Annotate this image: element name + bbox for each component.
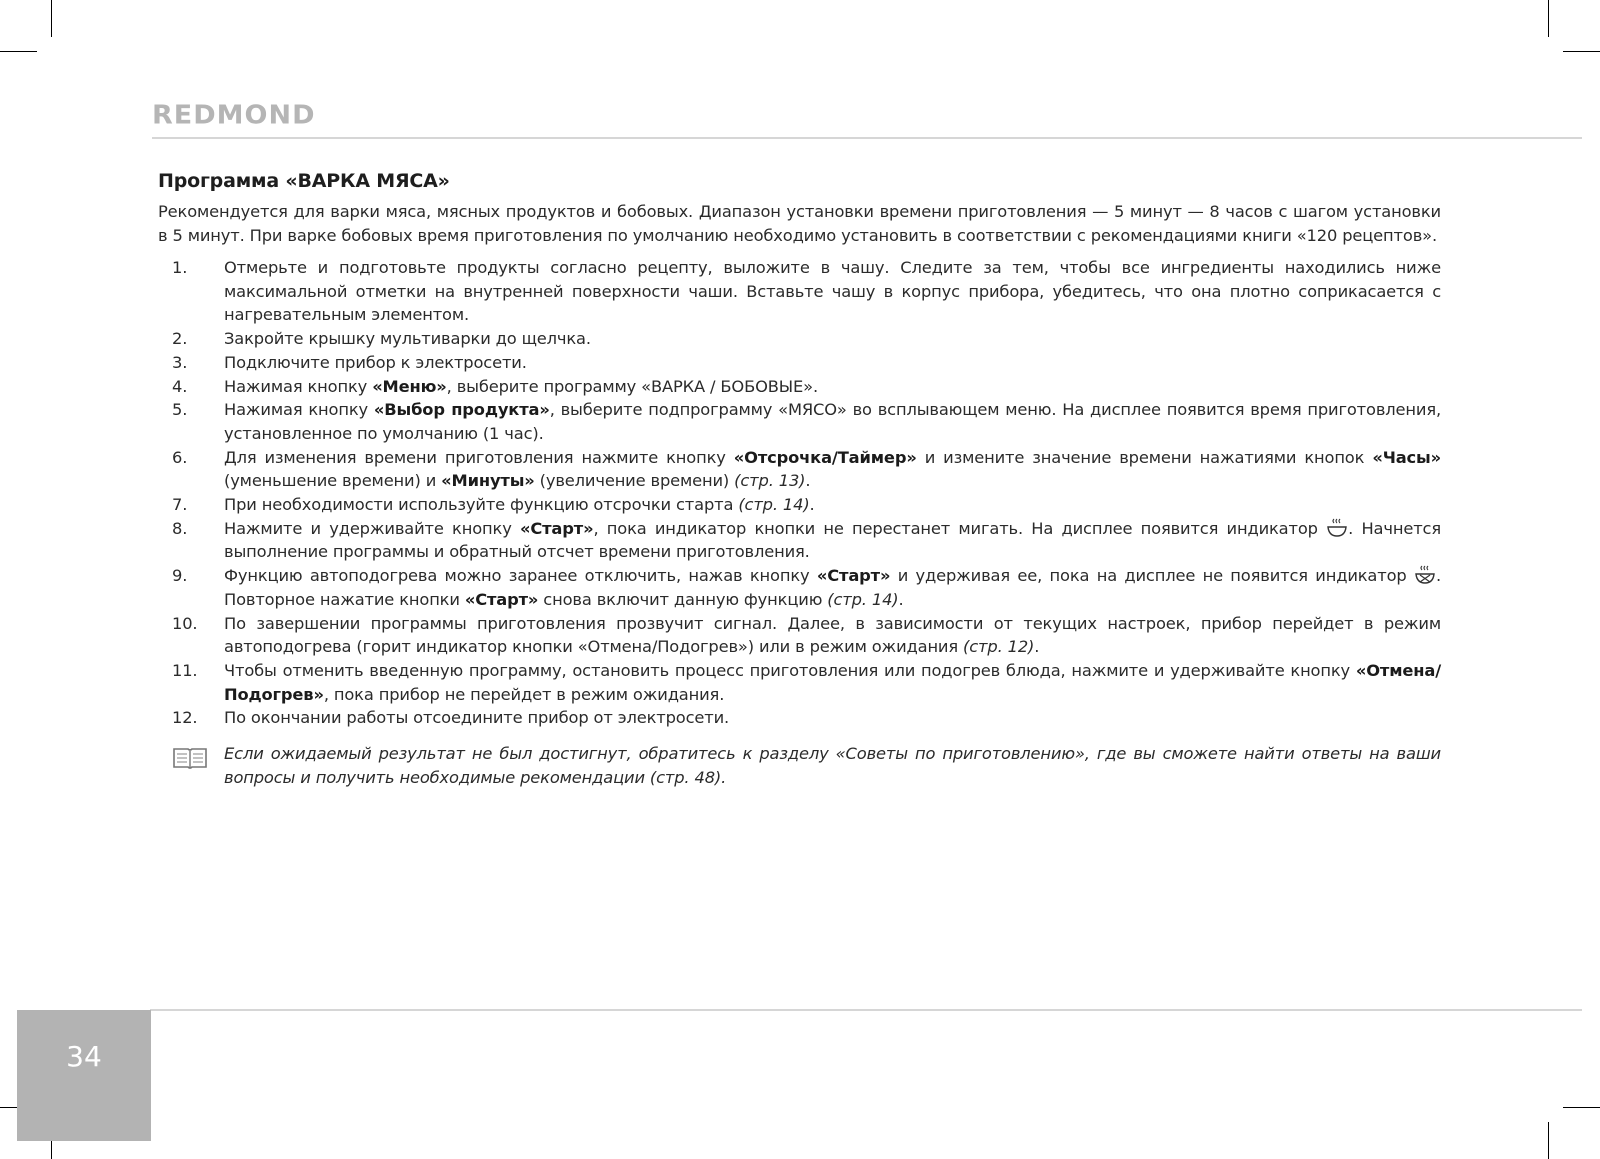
main-content <box>158 170 1441 790</box>
step-item <box>158 327 1441 351</box>
section-title: Программа «ВАРКА МЯСА» <box>158 170 450 192</box>
step-number: 3. <box>172 352 188 372</box>
step-item <box>158 517 1441 564</box>
step-number: 9. <box>172 566 188 586</box>
header-divider <box>152 137 1582 139</box>
brand-logo: REDMOND <box>152 100 316 131</box>
step-number: 4. <box>172 376 188 396</box>
step-item <box>158 351 1441 375</box>
step-text: Нажимая кнопку «Меню», выберите программу «ВАРКА / БОБОВЫЕ». <box>224 376 818 396</box>
tip-note <box>158 742 1441 790</box>
book-icon <box>158 742 224 790</box>
step-item <box>158 706 1441 730</box>
crop-mark <box>0 51 37 52</box>
step-text: Чтобы отменить введенную программу, остановить процесс приготовления или подогрев блюда, нажмите и удерживайте кнопку «Отмена/Подогрев», пока прибор не перейдет в режим ожидания. <box>224 660 1441 704</box>
intro-paragraph: Рекомендуется для варки мяса, мясных продуктов и бобовых. Диапазон установки времени приготовления — 5 минут — 8 часов с шагом установки в 5 минут. При варке бобовых время приготовления по умолчанию необходимо установить в соответствии с рекомендациями книги «120 рецептов». <box>158 202 1441 245</box>
cooking-indicator-icon <box>1326 519 1348 538</box>
page-number: 34 <box>66 1040 102 1073</box>
step-text: Закройте крышку мультиварки до щелчка. <box>224 329 591 349</box>
step-number: 2. <box>172 329 188 349</box>
step-item <box>158 375 1441 399</box>
step-text: При необходимости используйте функцию отсрочки старта (стр. 14). <box>224 495 815 515</box>
step-number: 10. <box>172 613 198 633</box>
step-text: Нажмите и удерживайте кнопку «Старт», пока индикатор кнопки не перестанет мигать. На дисплее появится индикатор . Начнется выполнение программы и обратный отсчет времени приготовления. <box>224 518 1441 562</box>
steps-list <box>158 256 1441 730</box>
step-text: По завершении программы приготовления прозвучит сигнал. Далее, в зависимости от текущих настроек, прибор перейдет в режим автоподогрева (горит индикатор кнопки «Отмена/Подогрев») или в режим ожидания (стр. 12). <box>224 613 1441 657</box>
step-number: 6. <box>172 447 188 467</box>
keepwarm-off-indicator-icon <box>1414 566 1436 585</box>
step-number: 11. <box>172 660 198 680</box>
crop-mark <box>1548 0 1549 37</box>
crop-mark <box>1563 1107 1600 1108</box>
step-text: Подключите прибор к электросети. <box>224 352 527 372</box>
crop-mark <box>1548 1122 1549 1159</box>
step-item <box>158 493 1441 517</box>
step-item <box>158 612 1441 659</box>
step-item <box>158 564 1441 611</box>
step-text: Отмерьте и подготовьте продукты согласно рецепту, выложите в чашу. Следите за тем, чтобы все ингредиенты находились ниже максимальной отметки на внутренней поверхности чаши. Вставьте чашу в корпус прибора, убедитесь, что она плотно соприкасается с нагревательным элементом. <box>224 258 1441 325</box>
step-item <box>158 446 1441 493</box>
step-item <box>158 398 1441 445</box>
tip-text: Если ожидаемый результат не был достигнут, обратитесь к разделу «Советы по приготовлению», где вы сможете найти ответы на ваши вопросы и получить необходимые рекомендации (стр. 48). <box>224 744 1441 788</box>
step-number: 7. <box>172 495 188 515</box>
step-text: Нажимая кнопку «Выбор продукта», выберите подпрограмму «МЯСО» во всплывающем меню. На дисплее появится время приготовления, установленное по умолчанию (1 час). <box>224 400 1441 443</box>
page-number-box <box>17 1010 151 1141</box>
step-item <box>158 659 1441 706</box>
crop-mark <box>51 0 52 37</box>
step-item <box>158 256 1441 327</box>
step-number: 5. <box>172 400 188 420</box>
step-text: Для изменения времени приготовления нажмите кнопку «Отсрочка/Таймер» и измените значение времени нажатиями кнопок «Часы» (уменьшение времени) и «Минуты» (увеличение времени) (стр. 13). <box>224 447 1441 491</box>
step-text: Функцию автоподогрева можно заранее отключить, нажав кнопку «Старт» и удерживая ее, пока на дисплее не появится индикатор . Повторное нажатие кнопки «Старт» снова включит данную функцию (стр. 14). <box>224 566 1441 609</box>
step-number: 8. <box>172 518 188 538</box>
crop-mark <box>1563 51 1600 52</box>
step-text: По окончании работы отсоедините прибор от электросети. <box>224 708 730 728</box>
step-number: 12. <box>172 708 198 728</box>
footer-divider <box>150 1009 1582 1011</box>
step-number: 1. <box>172 258 188 277</box>
